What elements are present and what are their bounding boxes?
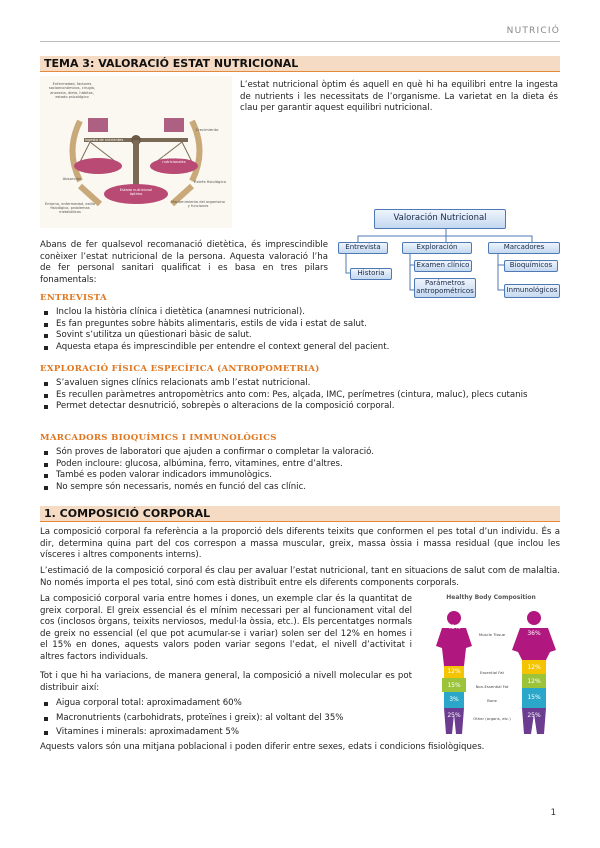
male-nonessential-fat-pct: 12%: [527, 678, 541, 685]
subsection-title-exploracio: EXPLORACIÓ FÍSICA ESPECÍFICA (ANTROPOMETRIA): [40, 364, 320, 374]
exploracio-list: [40, 378, 560, 413]
section-title-bar-composicio: [40, 506, 560, 522]
list-item: Inclou la història clínica i dietètica (anamnesi nutricional).: [40, 307, 560, 319]
list-item: S’avaluen signes clínics relacionats amb l’estat nutricional.: [40, 378, 560, 390]
list-item: Aquesta etapa és imprescindible per entendre el context general del pacient.: [40, 342, 560, 354]
scale-label-left: Enfermedad, factores socioeconómicos, cirugía, anorexia, dieta, hábitos, estado psicológico: [48, 82, 96, 100]
label-bone: Bone: [487, 698, 497, 703]
list-item: Vitamines i minerals: aproximadament 5%: [40, 727, 412, 739]
composicio-paragraph-5: Aquests valors són una mitjana poblacional i poden diferir entre sexes, edats i condicions fisiològiques.: [40, 742, 485, 752]
diagram-node-marcadores: Marcadores: [488, 242, 560, 254]
female-bone-pct: 3%: [449, 696, 459, 703]
intro-paragraph: L’estat nutricional òptim és aquell en què hi ha equilibri entre la ingesta de nutrients i les necessitats de l’organisme. La varietat en la dieta és clau per garantir aquest equilibri nutricional.: [240, 80, 558, 114]
composicio-paragraph-3: La composició corporal varia entre homes i dones, un exemple clar és la quantitat de greix corporal. El greix essencial és el mínim necessari per al funcionament vital del cos (inclosos òrgans, teixits nerviosos, medul·la òssia, etc.). Els percentatges normals de greix no essencial (el que pot acumular-se i variar) solen ser del 12% en homes i el 15% en dones, aquests valors poden variar segons l’edat, el nivell d’activitat i altres factors individuals.: [40, 594, 412, 662]
composicio-paragraph-4: Tot i que hi ha variacions, de manera general, la composició a nivell molecular es pot distribuir així:: [40, 671, 412, 693]
nutrition-balance-illustration: [40, 76, 232, 228]
list-item: Permet detectar desnutrició, sobrepès o alteracions de la composició corporal.: [40, 401, 560, 413]
male-bone-pct: 15%: [527, 694, 541, 701]
list-item: Són proves de laboratori que ajuden a confirmar o completar la valoració.: [40, 447, 560, 459]
section-title-bar: [40, 56, 560, 72]
list-item: Poden incloure: glucosa, albúmina, ferro, vitamines, entre d’altres.: [40, 459, 560, 471]
list-item: Es fan preguntes sobre hàbits alimentaris, estils de vida i estat de salut.: [40, 319, 560, 331]
header-divider: [40, 41, 560, 42]
scale-label-bottom-left: Entorno, enfermedad, estilo fisiológico, problemas metabólicos: [44, 202, 96, 215]
diagram-node-bioquimicos: Bioquímicos: [504, 260, 558, 272]
running-title: NUTRICIÓ: [506, 26, 560, 36]
label-essential-fat: Essential Fat: [480, 670, 504, 675]
diagram-node-exploracion: Exploración: [402, 242, 472, 254]
male-essential-fat-pct: 12%: [527, 664, 541, 671]
female-nonessential-fat-pct: 15%: [447, 682, 461, 689]
male-muscle-pct: 36%: [527, 630, 541, 637]
assessment-diagram: [336, 206, 562, 298]
list-item: També es poden valorar indicadors immunològics.: [40, 470, 560, 482]
diagram-node-entrevista: Entrevista: [338, 242, 388, 254]
list-item: Aigua corporal total: aproximadament 60%: [40, 698, 412, 710]
composicio-paragraph-1: La composició corporal fa referència a la proporció dels diferents teixits que conformen el pes total d’un individu. És a dir, determina quina part del cos correspon a massa muscular, greix, massa òssia i massa residual (que inclou les vísceres i altres components interns).: [40, 527, 560, 561]
diagram-root: Valoración Nutricional: [374, 209, 506, 229]
figure-title: Healthy Body Composition: [446, 594, 536, 601]
diagram-node-inmunologicos: Inmunológicos: [504, 284, 560, 298]
diagram-node-examen-clinico: Examen clínico: [414, 260, 472, 272]
female-other-pct: 25%: [447, 712, 461, 719]
scale-label-bottom-right: Mantenimiento del organismo y funciones: [171, 200, 225, 209]
section-title: TEMA 3: VALORACIÓ ESTAT NUTRICIONAL: [44, 57, 299, 70]
diagram-node-historia: Historia: [350, 268, 392, 280]
label-nonessential-fat: Non-Essential Fat: [475, 684, 509, 689]
entrevista-list: [40, 307, 560, 353]
subsection-title-marcadors: MARCADORS BIOQUÍMICS I IMMUNOLÒGICS: [40, 433, 277, 443]
body-composition-figure: [422, 594, 560, 740]
female-muscle-pct: 45%: [447, 624, 461, 631]
subsection-title-entrevista: ENTREVISTA: [40, 293, 107, 303]
scale-label-base: Estado nutricional óptimo: [119, 188, 153, 197]
scale-label-left-pan: Ingesta de nutrientes: [84, 138, 124, 142]
female-essential-fat-pct: 12%: [447, 668, 461, 675]
marcadors-list: [40, 447, 560, 493]
label-muscle: Muscle Tissue: [478, 632, 506, 637]
composicio-paragraph-2: L’estimació de la composició corporal és clau per avaluar l’estat nutricional, tant en situacions de salut com de malaltia. No només importa el pes total, sinó com està distribuït entre els diferents components corporals.: [40, 566, 560, 588]
male-other-pct: 25%: [527, 712, 541, 719]
scale-label-right-top: Crecimiento: [195, 127, 219, 132]
diagram-node-parametros: Parámetros antropométricos: [414, 278, 476, 298]
scale-label-right-mid: Estrés fisiológico: [194, 179, 226, 184]
list-item: Sovint s’utilitza un qüestionari bàsic de salut.: [40, 330, 560, 342]
scale-label-left-mid: Absorción: [62, 176, 82, 181]
list-item: No sempre són necessaris, només en funció del cas clínic.: [40, 482, 560, 494]
lead-paragraph: Abans de fer qualsevol recomanació dietètica, és imprescindible conèixer l’estat nutricional de la persona. Aquesta valoració l’ha de fer personal sanitari qualificat i es basa en tres pilars fonamentals:: [40, 240, 328, 285]
list-item: Es recullen paràmetres antropomètrics anto com: Pes, alçada, IMC, perímetres (cintura, maluc), plecs cutanis: [40, 390, 560, 402]
scale-label-right-pan: Necesidades nutricionales: [162, 156, 186, 165]
section-title-composicio: 1. COMPOSICIÓ CORPORAL: [44, 507, 211, 520]
label-other: Other (organs, etc.): [473, 716, 511, 721]
composicio-list: [40, 698, 412, 739]
list-item: Macronutrients (carbohidrats, proteïnes i greix): al voltant del 35%: [40, 713, 412, 725]
page-number: 1: [550, 808, 556, 818]
